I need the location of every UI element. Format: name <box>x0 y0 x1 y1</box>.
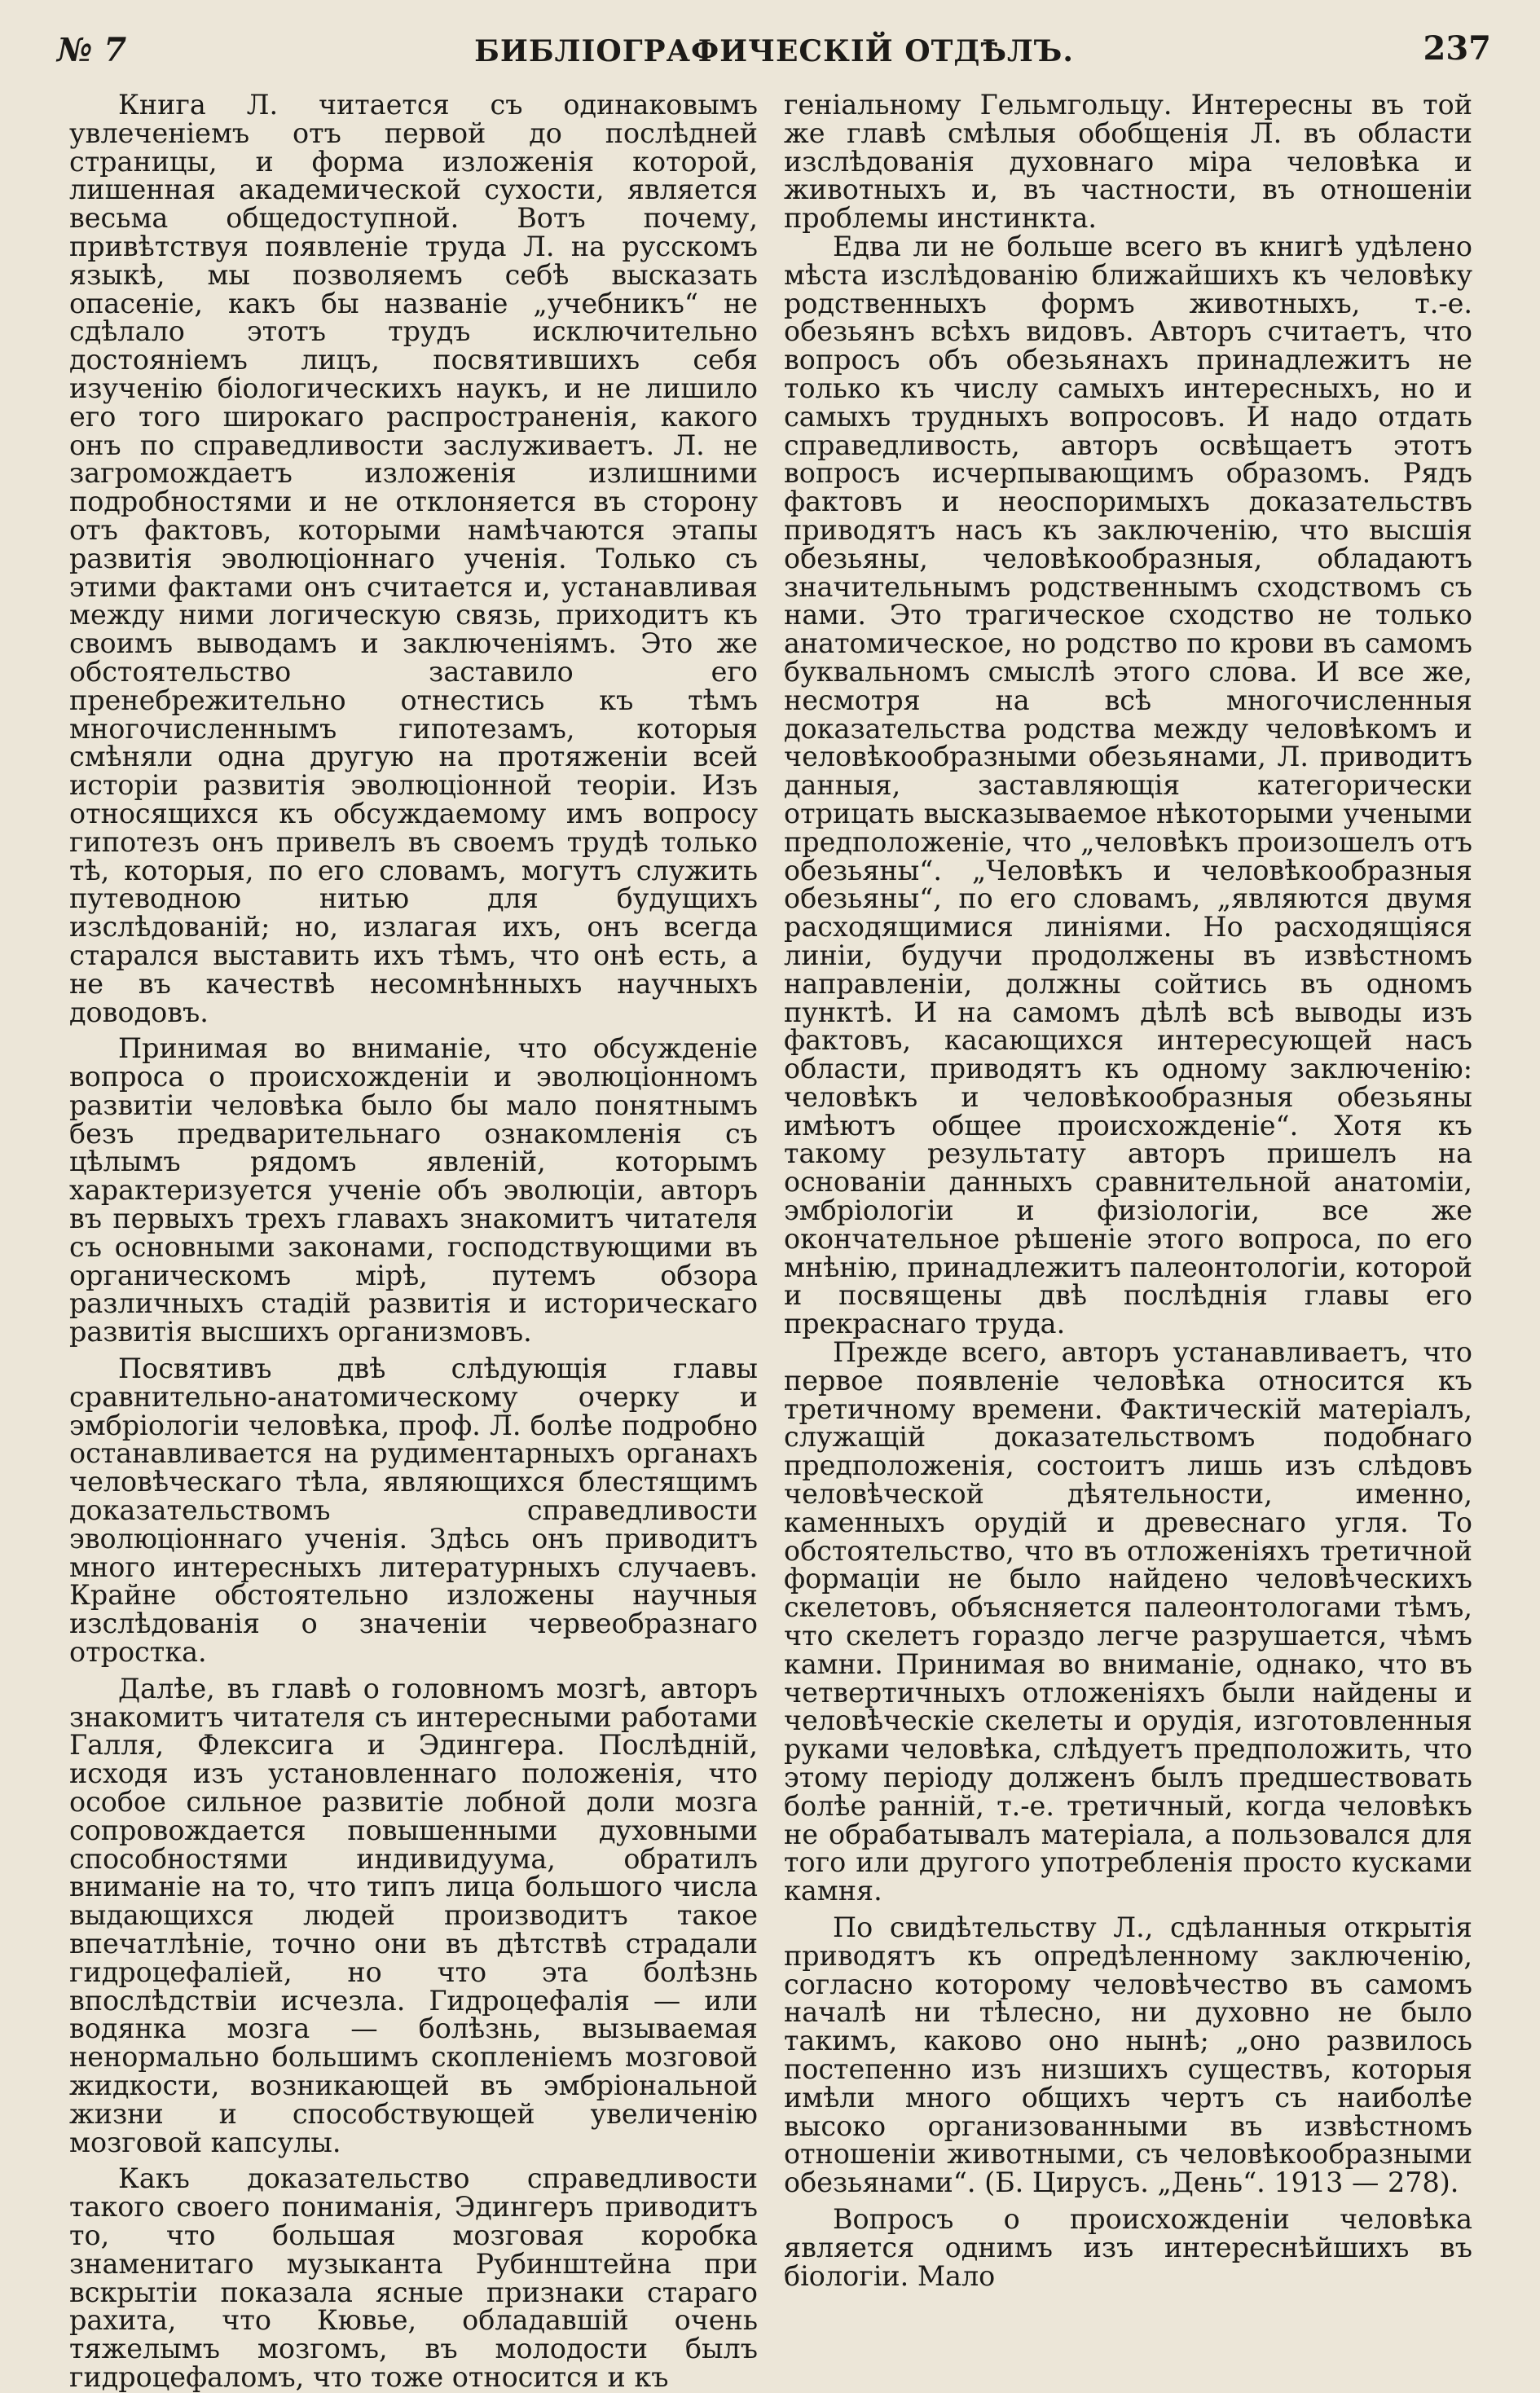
paragraph: Посвятивъ двѣ слѣдующія главы сравнительно-анатомическому очерку и эмбріологіи человѣка, проф. Л. болѣе подробно останавливается на рудиментарныхъ органахъ человѣческаго тѣла, являющихся блестящимъ доказательствомъ справедливости эволюціоннаго ученія. Здѣсь онъ приводитъ много интересныхъ литературныхъ случаевъ. Крайне обстоятельно изложены научныя изслѣдованія о значеніи червеобразнаго отростка. <box>69 1353 758 1669</box>
page-header <box>57 21 1491 86</box>
section-title: БИБЛІОГРАФИЧЕСКІЙ ОТДѢЛЪ. <box>474 34 1074 68</box>
paragraph: По свидѣтельству Л., сдѣланныя открытія приводятъ къ опредѣленному заключенію, согласно которому человѣчество въ самомъ началѣ ни тѣлесно, ни духовно не было такимъ, каково оно нынѣ; „оно развилось постепенно изъ низшихъ существъ, которыя имѣли много общихъ чертъ съ наиболѣе высоко организованными въ извѣстномъ отношеніи животными, съ человѣкообразными обезьянами“. (Б. Цирусъ. „День“. 1913 — 278). <box>784 1911 1472 2199</box>
paragraph: Едва ли не больше всего въ книгѣ удѣлено мѣста изслѣдованію ближайшихъ къ человѣку родственныхъ формъ животныхъ, т.-е. обезьянъ всѣхъ видовъ. Авторъ считаетъ, что вопросъ объ обезьянахъ принадлежитъ не только къ числу самыхъ интересныхъ, но и самыхъ трудныхъ вопросовъ. И надо отдать справедливость, авторъ освѣщаетъ этотъ вопросъ исчерпывающимъ образомъ. Рядъ фактовъ и неоспоримыхъ доказательствъ приводятъ насъ къ заключенію, что высшія обезьяны, человѣкообразныя, обладаютъ значительнымъ родственнымъ сходствомъ съ нами. Это трагическое сходство не только анатомическое, но родство по крови въ самомъ буквальномъ смыслѣ этого слова. И все же, несмотря на всѣ многочисленныя доказательства родства между человѣкомъ и человѣкообразными обезьянами, Л. приводитъ данныя, заставляющія категорически отрицать высказываемое нѣкоторыми учеными предположеніе, что „человѣкъ произошелъ отъ обезьяны“. „Человѣкъ и человѣкообразныя обезьяны“, по его словамъ, „являются двумя расходящимися линіями. Но расходящіяся линіи, будучи продолжены въ извѣстномъ направленіи, должны сойтись въ одномъ пунктѣ. И на самомъ дѣлѣ всѣ выводы изъ фактовъ, касающихся интересующей насъ области, приводятъ къ одному заключенію: человѣкъ и человѣкообразныя обезьяны имѣютъ общее происхожденіе“. Хотя къ такому результату авторъ пришелъ на основаніи данныхъ сравнительной анатоміи, эмбріологіи и физіологіи, все же окончательное рѣшеніе этого вопроса, по его мнѣнію, принадлежитъ палеонтологіи, которой и посвящены двѣ послѣднія главы его прекраснаго труда. <box>784 230 1472 1340</box>
paragraph: Далѣе, въ главѣ о головномъ мозгѣ, авторъ знакомитъ читателя съ интересными работами Галля, Флексига и Эдингера. Послѣдній, исходя изъ установленнаго положенія, что особое сильное развитіе лобной доли мозга сопровождается повышенными духовными способностями индивидуума, обратилъ вниманіе на то, что типъ лица большого числа выдающихся людей производитъ такое впечатлѣніе, точно они въ дѣтствѣ страдали гидроцефаліей, но что эта болѣзнь впослѣдствіи исчезла. Гидроцефалія — или водянка мозга — болѣзнь, вызываемая ненормально большимъ скопленіемъ мозговой жидкости, возникающей въ эмбріональной жизни и способствующей увеличенію мозговой капсулы. <box>69 1672 758 2158</box>
paragraph-continued: геніальному Гельмгольцу. Интересны въ той же главѣ смѣлыя обобщенія Л. въ области изслѣдованія духовнаго міра человѣка и животныхъ и, въ частности, въ отношеніи проблемы инстинкта. <box>784 89 1472 235</box>
paragraph: Принимая во вниманіе, что обсужденіе вопроса о происхожденіи и эволюціонномъ развитіи человѣка было бы мало понятнымъ безъ предварительнаго ознакомленія съ цѣлымъ рядомъ явленій, которымъ характеризуется ученіе объ эволюціи, авторъ въ первыхъ трехъ главахъ знакомитъ читателя съ основными законами, господствующими въ органическомъ мірѣ, путемъ обзора различныхъ стадій развитія и историческаго развитія высшихъ организмовъ. <box>69 1032 758 1348</box>
paragraph: Книга Л. читается съ одинаковымъ увлеченіемъ отъ первой до послѣдней страницы, и форма изложенія которой, лишенная академической сухости, является весьма общедоступной. Вотъ почему, привѣтствуя появленіе труда Л. на русскомъ языкѣ, мы позволяемъ себѣ высказать опасеніе, какъ бы названіе „учебникъ“ не сдѣлало этотъ трудъ исключительно достояніемъ лицъ, посвятившихъ себя изученію біологическихъ наукъ, и не лишило его того широкаго распространенія, какого онъ по справедливости заслуживаетъ. Л. не загромождаетъ изложенія излишними подробностями и не отклоняется въ сторону отъ фактовъ, которыми намѣчаются этапы развитія эволюціоннаго ученія. Только съ этими фактами онъ считается и, устанавливая между ними логическую связь, приходитъ къ своимъ выводамъ и заключеніямъ. Это же обстоятельство заставило его пренебрежительно отнестись къ тѣмъ многочисленнымъ гипотезамъ, которыя смѣняли одна другую на протяженіи всей исторіи развитія эволюціонной теоріи. Изъ относящихся къ обсуждаемому имъ вопросу гипотезъ онъ привелъ въ своемъ трудѣ только тѣ, которыя, по его словамъ, могутъ служить путеводною нитью для будущихъ изслѣдованій; но, излагая ихъ, онъ всегда старался выставить ихъ тѣмъ, что онѣ есть, а не въ качествѣ несомнѣнныхъ научныхъ доводовъ. <box>69 89 758 1028</box>
paragraph: Прежде всего, авторъ устанавливаетъ, что первое появленіе человѣка относится къ третичному времени. Фактическій матеріалъ, служащій доказательствомъ подобнаго предположенія, состоитъ лишь изъ слѣдовъ человѣческой дѣятельности, именно, каменныхъ орудій и древеснаго угля. То обстоятельство, что въ отложеніяхъ третичной формаціи не было найдено человѣческихъ скелетовъ, объясняется палеонтологами тѣмъ, что скелетъ гораздо легче разрушается, чѣмъ камни. Принимая во вниманіе, однако, что въ четвертичныхъ отложеніяхъ были найдены и человѣческіе скелеты и орудія, изготовленныя руками человѣка, слѣдуетъ предположить, что этому періоду долженъ былъ предшествовать болѣе ранній, т.-е. третичный, когда человѣкъ не обрабатывалъ матеріала, а пользовался для того или другого употребленія просто кусками камня. <box>784 1336 1472 1907</box>
paragraph: Какъ доказательство справедливости такого своего пониманія, Эдингеръ приводитъ то, что большая мозговая коробка знаменитаго музыканта Рубинштейна при вскрытіи показала ясные признаки стараго рахита, что Кювье, обладавшій очень тяжелымъ мозгомъ, въ молодости былъ гидроцефаломъ, что тоже относится и къ <box>69 2162 758 2393</box>
left-column <box>69 89 758 2393</box>
issue-number: № 7 <box>57 31 127 69</box>
page-number: 237 <box>1423 29 1491 68</box>
paragraph: Вопросъ о происхожденіи человѣка является однимъ изъ интереснѣйшихъ въ біологіи. Мало <box>784 2202 1472 2292</box>
right-column <box>784 91 1472 2291</box>
